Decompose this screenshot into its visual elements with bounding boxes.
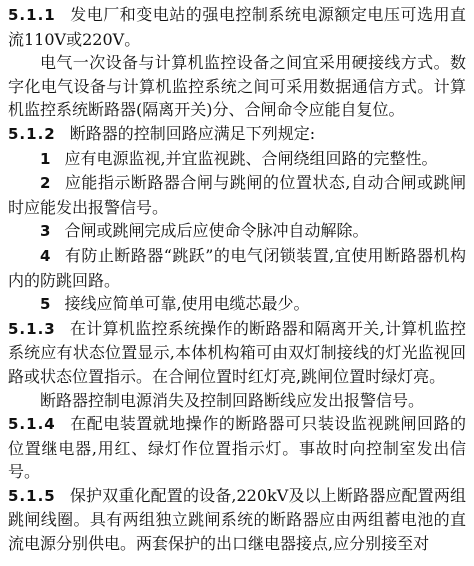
clause-5-1-2 [8, 122, 466, 147]
clause-5-1-3-note: 断路器控制电源消失及控制回路断线应发出报警信号。 [40, 390, 425, 410]
clause-5-1-1-note: 电气一次设备与计算机监控设备之间宜采用硬接线方式。数字化电气设备与计算机监控系统之间可采用数据通信方式。计算机监控系统断路器(隔离开关)分、合闸命令应能自复位。 [8, 53, 466, 120]
list-item-number: 4 [40, 246, 51, 265]
list-item [8, 219, 466, 244]
clause-5-1-3 [8, 317, 466, 389]
list-item-text: 接线应简单可靠,使用电缆芯最少。 [64, 294, 310, 314]
clause-text: 断路器的控制回路应满足下列规定: [69, 123, 316, 143]
clause-number: 5.1.3 [8, 319, 56, 338]
clause-number: 5.1.4 [8, 415, 56, 434]
list-item-number: 3 [40, 222, 51, 241]
list-item-number: 2 [40, 174, 51, 193]
list-item [8, 244, 466, 292]
list-item [8, 147, 466, 172]
clause-number: 5.1.5 [8, 486, 56, 505]
clause-text: 在计算机监控系统操作的断路器和隔离开关,计算机监控系统应有状态位置显示,本体机构箱可由双灯制接线的灯光监视回路或状态位置指示。在合闸位置时红灯亮,跳闸位置时绿灯亮。 [8, 318, 466, 386]
list-item-text: 应能指示断路器合闸与跳闸的位置状态,自动合闸或跳闸时应能发出报警信号。 [8, 173, 466, 217]
list-item [8, 171, 466, 219]
list-item-text: 有防止断路器“跳跃”的电气闭锁装置,宜使用断路器机构内的防跳回路。 [8, 245, 466, 290]
clause-number: 5.1.1 [8, 6, 56, 24]
list-item-number: 5 [40, 295, 51, 314]
clause-text: 在配电装置就地操作的断路器可只装设监视跳闸回路的位置继电器,用红、绿灯作位置指示灯。事故时向控制室发出信号。 [8, 414, 466, 482]
list-item [8, 292, 466, 317]
clause-5-1-4 [8, 412, 466, 484]
list-item-text: 合闸或跳闸完成后应使命令脉冲自动解除。 [64, 221, 369, 241]
clause-number: 5.1.2 [8, 124, 56, 143]
clause-5-1-1 [8, 3, 466, 51]
list-item-text: 应有电源监视,并宜监视跳、合闸绕组回路的完整性。 [64, 148, 438, 168]
clause-text: 保护双重化配置的设备,220kV及以上断路器应配置两组跳闸线圈。具有两组独立跳闸系统的断路器应由两组蓄电池的直流电源分别供电。两套保护的出口继电器接点,应分别接至对 [8, 485, 466, 554]
clause-5-1-5 [8, 484, 466, 556]
clause-text: 发电厂和变电站的强电控制系统电源额定电压可选用直流110V或220V。 [8, 5, 466, 49]
list-item-number: 1 [40, 149, 51, 168]
